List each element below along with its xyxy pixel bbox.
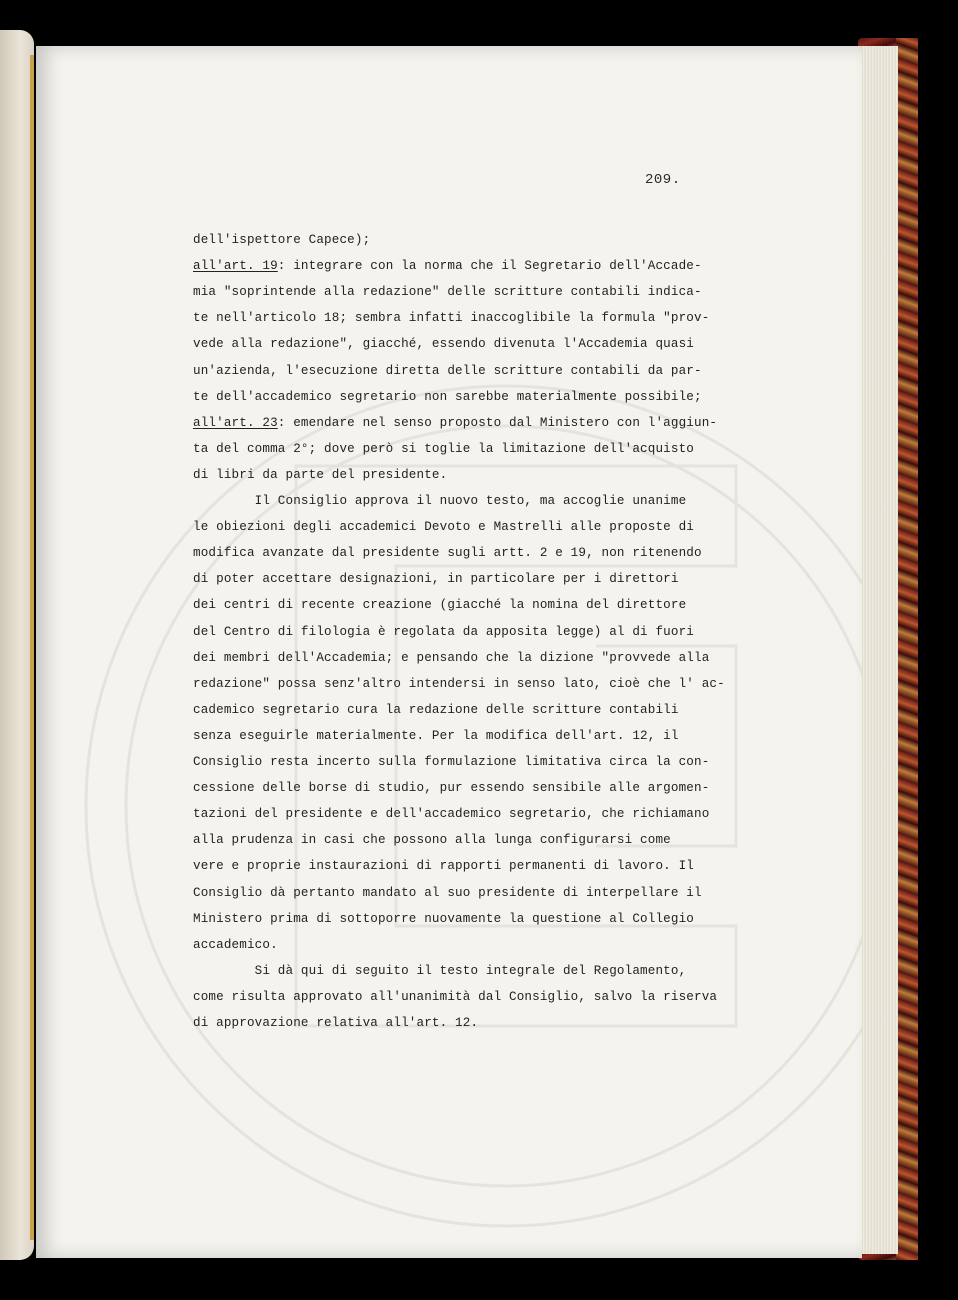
text-line: del Centro di filologia è regolata da apposita legge) al di fuori bbox=[193, 624, 694, 639]
text-line: mia "soprintende alla redazione" delle scritture contabili indica- bbox=[193, 285, 702, 300]
text-line: cademico segretario cura la redazione delle scritture contabili bbox=[193, 702, 679, 717]
text-line: te dell'accademico segretario non sarebbe materialmente possibile; bbox=[193, 389, 702, 404]
text-line: dell'ispettore Capece); bbox=[193, 233, 371, 247]
text-line: di poter accettare designazioni, in particolare per i direttori bbox=[193, 572, 679, 587]
text-line: Ministero prima di sottoporre nuovamente la questione al Collegio bbox=[193, 911, 694, 926]
article-reference: all'art. 23 bbox=[193, 415, 278, 430]
text-line: dei centri di recente creazione (giacché la nomina del direttore bbox=[193, 598, 687, 613]
text-line: senza eseguirle materialmente. Per la modifica dell'art. 12, il bbox=[193, 728, 679, 743]
text-line: te nell'articolo 18; sembra infatti inaccoglibile la formula "prov- bbox=[193, 311, 710, 326]
text-line: tazioni del presidente e dell'accademico segretario, che richiamano bbox=[193, 807, 710, 822]
page-number: 209. bbox=[645, 172, 681, 188]
text-line: vede alla redazione", giacché, essendo divenuta l'Accademia quasi bbox=[193, 337, 694, 352]
text-line: Consiglio resta incerto sulla formulazione limitativa circa la con- bbox=[193, 755, 710, 769]
text-line: Il Consiglio approva il nuovo testo, ma accoglie unanime bbox=[193, 494, 687, 508]
text-span: : integrare con la norma che il Segretario dell'Accade- bbox=[277, 259, 702, 274]
text-line: di libri da parte del presidente. bbox=[193, 467, 448, 482]
text-line: vere e proprie instaurazioni di rapporti permanenti di lavoro. Il bbox=[193, 859, 694, 874]
text-line: ta del comma 2°; dove però si toglie la limitazione dell'acquisto bbox=[193, 441, 694, 456]
text-line: le obiezioni degli accademici Devoto e Mastrelli alle proposte di bbox=[193, 520, 694, 535]
text-line: redazione" possa senz'altro intendersi in senso lato, cioè che l' ac- bbox=[193, 676, 725, 691]
text-line: come risulta approvato all'unanimità dal Consiglio, salvo la riserva bbox=[193, 989, 718, 1004]
gilt-edge bbox=[30, 55, 34, 1240]
text-line: accademico. bbox=[193, 937, 278, 952]
article-reference: all'art. 19 bbox=[193, 259, 278, 274]
facing-page-edge bbox=[0, 30, 34, 1260]
text-span: : emendare nel senso proposto dal Ministero con l'aggiun- bbox=[277, 415, 718, 430]
text-line: modifica avanzate dal presidente sugli artt. 2 e 19, non ritenendo bbox=[193, 546, 702, 561]
text-line: alla prudenza in casi che possono alla lunga configurarsi come bbox=[193, 833, 671, 848]
text-line bbox=[193, 258, 702, 274]
text-line: dei membri dell'Accademia; e pensando che la dizione "provvede alla bbox=[193, 650, 710, 665]
text-line: di approvazione relativa all'art. 12. bbox=[193, 1016, 479, 1030]
text-line: Si dà qui di seguito il testo integrale del Regolamento, bbox=[193, 963, 687, 978]
marbled-cover-edge bbox=[896, 38, 918, 1260]
text-line: un'azienda, l'esecuzione diretta delle scritture contabili da par- bbox=[193, 363, 702, 378]
text-line: Consiglio dà pertanto mandato al suo presidente di interpellare il bbox=[193, 885, 702, 900]
text-line: cessione delle borse di studio, pur essendo sensibile alle argomen- bbox=[193, 781, 710, 796]
text-line bbox=[193, 415, 717, 431]
